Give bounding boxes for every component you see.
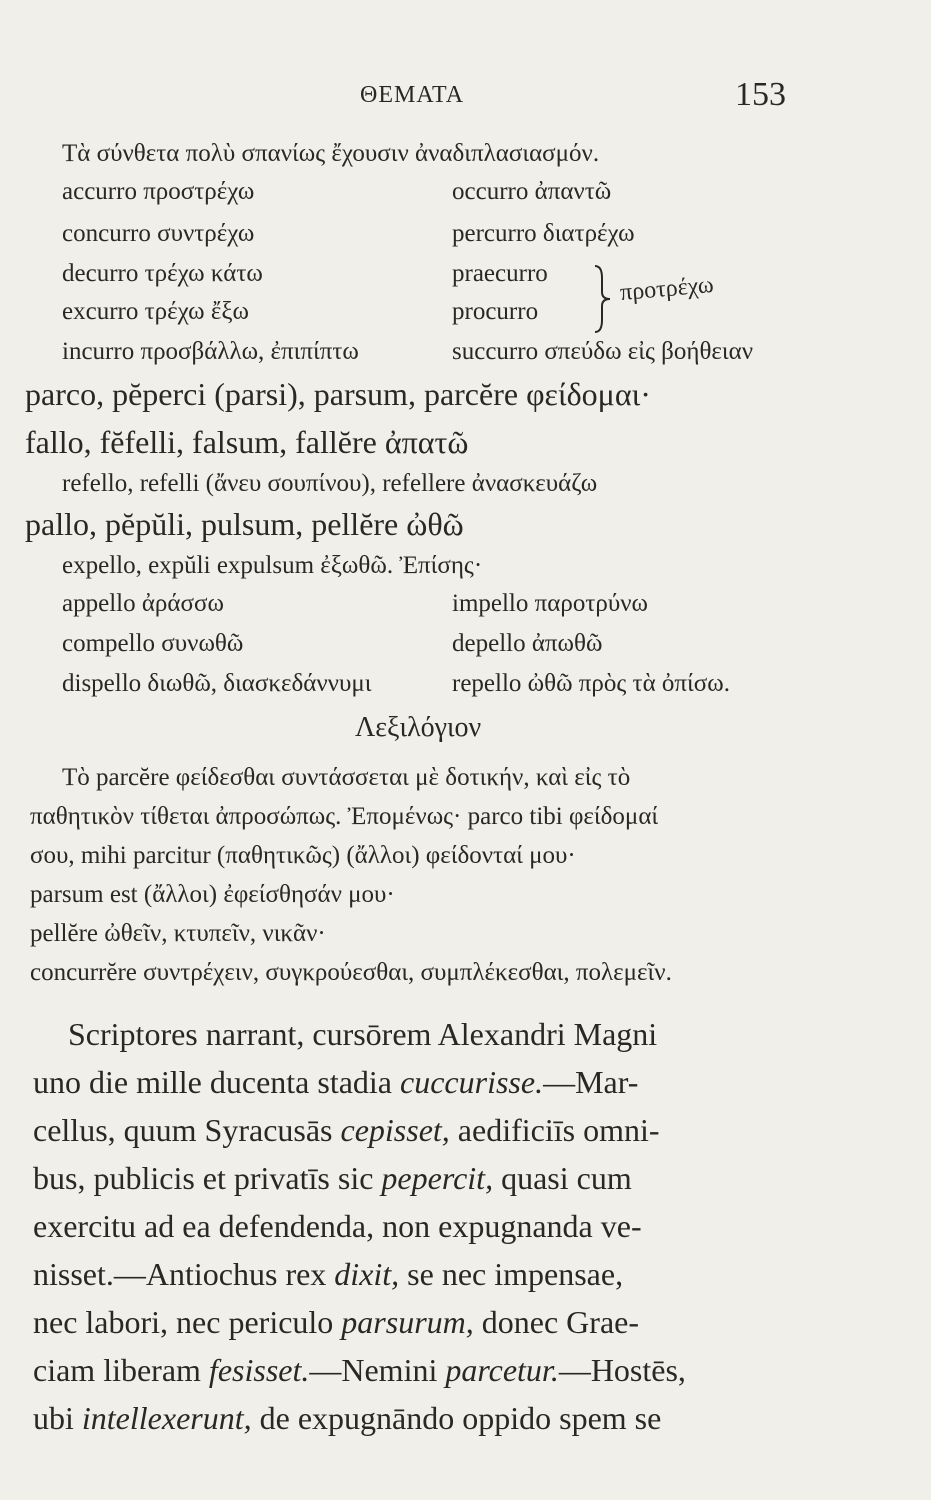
lex-line-2: παθητικὸν τίθεται ἀπροσώπως. Ἐπομένως· parco tibi φείδομαί [30, 803, 659, 830]
lex-line-1: Τὸ parcĕre φείδεσθαι συντάσσεται μὲ δοτικήν, καὶ εἰς τὸ [62, 764, 631, 791]
refello-line: refello, refelli (ἄνευ σουπίνου), refellere ἀνασκευάζω [62, 470, 598, 497]
exercise-line-3 [33, 1112, 660, 1149]
lexilogion-heading: Λεξιλόγιον [355, 712, 482, 743]
exercise-text: bus, publicis et privatīs sic [33, 1160, 382, 1196]
exercise-line-4 [33, 1160, 632, 1197]
lex-line-6: concurrĕre συντρέχειν, συγκρούεσθαι, συμπλέκεσθαι, πολεμεῖν. [30, 959, 672, 986]
exercise-verb: fesisset. [208, 1352, 310, 1388]
running-title: ΘΕΜΑΤΑ [360, 82, 465, 108]
lex-line-4: parsum est (ἄλλοι) ἐφείσθησάν μου· [30, 881, 395, 908]
page-number: 153 [735, 76, 786, 113]
exercise-line-2 [33, 1064, 638, 1101]
compound-left-3: decurro τρέχω κάτω [62, 260, 263, 287]
exercise-text: —Hostēs, [558, 1352, 686, 1388]
brace-label: προτρέχω [619, 271, 715, 307]
exercise-text: se nec impensae, [399, 1256, 624, 1292]
compound-right-1: occurro ἀπαντῶ [452, 178, 612, 205]
curly-brace-icon [592, 264, 616, 334]
compound-right-2: percurro διατρέχω [452, 220, 635, 247]
exercise-text: cellus, quum Syracusās [33, 1112, 341, 1148]
exercise-text: uno die mille ducenta stadia [33, 1064, 400, 1100]
compound-left-4: excurro τρέχω ἔξω [62, 298, 249, 325]
exercise-text: aedificiīs omni- [449, 1112, 660, 1148]
exercise-text: ubi [33, 1400, 82, 1436]
exercise-line-9 [33, 1400, 661, 1437]
parco-line: parco, pĕperci (parsi), parsum, parcĕre φείδομαι· [25, 376, 651, 412]
compound-left-5: incurro προσβάλλω, ἐπιπίπτω [62, 338, 359, 365]
compound-left-2: concurro συντρέχω [62, 220, 255, 247]
pello-right-1: impello παροτρύνω [452, 590, 648, 617]
pello-right-2: depello ἀπωθῶ [452, 630, 603, 657]
exercise-verb: dixit, [334, 1256, 400, 1292]
exercise-line-7 [33, 1304, 639, 1341]
pallo-line: pallo, pĕpŭli, pulsum, pellĕre ὠθῶ [25, 506, 464, 542]
pello-left-3: dispello διωθῶ, διασκεδάννυμι [62, 670, 372, 697]
exercise-verb: parsurum, [341, 1304, 474, 1340]
exercise-verb: cepisset, [340, 1112, 450, 1148]
exercise-verb: cuccurisse. [400, 1064, 544, 1100]
lex-line-5: pellĕre ὠθεῖν, κτυπεῖν, νικᾶν· [30, 920, 326, 947]
exercise-line-6 [33, 1256, 623, 1293]
pello-left-1: appello ἀράσσω [62, 590, 224, 617]
exercise-text: ciam liberam [33, 1352, 209, 1388]
exercise-text: nisset.—Antiochus rex [33, 1256, 335, 1292]
exercise-line-1: Scriptores narrant, cursōrem Alexandri Magni [68, 1016, 658, 1052]
compound-left-1: accurro προστρέχω [62, 178, 255, 205]
exercise-line-8 [33, 1352, 686, 1389]
intro-line: Τὰ σύνθετα πολὺ σπανίως ἔχουσιν ἀναδιπλασιασμόν. [62, 140, 600, 167]
pello-right-3: repello ὠθῶ πρὸς τὰ ὀπίσω. [452, 670, 730, 697]
exercise-text: de expugnāndo oppido spem se [251, 1400, 662, 1436]
expello-line: expello, expŭli expulsum ἐξωθῶ. Ἐπίσης· [62, 552, 483, 579]
fallo-line: fallo, fĕfelli, falsum, fallĕre ἀπατῶ [25, 424, 469, 460]
compound-right-3: praecurro [452, 260, 548, 287]
compound-right-5: succurro σπεύδω εἰς βοήθειαν [452, 338, 754, 365]
exercise-verb: intellexerunt, [81, 1400, 252, 1436]
exercise-verb: pepercit, [381, 1160, 494, 1196]
page-header [0, 76, 931, 116]
pello-left-2: compello συνωθῶ [62, 630, 244, 657]
exercise-text: —Mar- [543, 1064, 639, 1100]
exercise-verb: parcetur. [445, 1352, 559, 1388]
compound-right-4: procurro [452, 298, 539, 325]
exercise-text: nec labori, nec periculo [33, 1304, 342, 1340]
exercise-line-5: exercitu ad ea defendenda, non expugnanda ve- [33, 1208, 642, 1244]
lex-line-3: σου, mihi parcitur (παθητικῶς) (ἄλλοι) φείδονταί μου· [30, 842, 576, 869]
exercise-text: quasi cum [493, 1160, 632, 1196]
exercise-text: donec Grae- [473, 1304, 639, 1340]
exercise-text: —Nemini [309, 1352, 446, 1388]
